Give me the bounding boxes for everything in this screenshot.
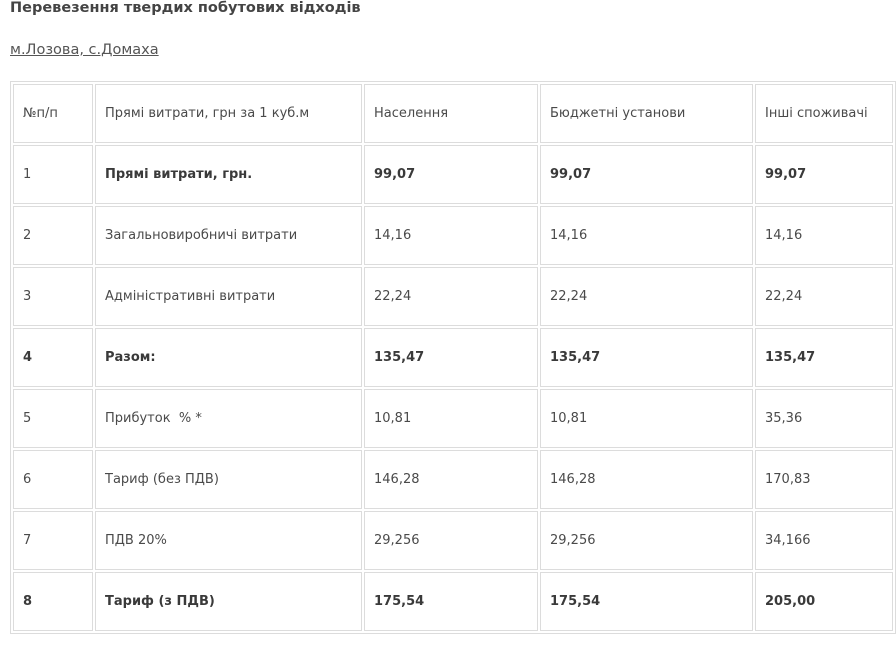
header-other-consumers: Інші споживачі (755, 84, 893, 143)
table-row (13, 145, 893, 204)
row-number: 2 (13, 206, 93, 265)
cell-population: 22,24 (364, 267, 538, 326)
table-row (13, 206, 893, 265)
page-title: Перевезення твердих побутових відходів (10, 0, 361, 16)
cell-population: 175,54 (364, 572, 538, 631)
cell-budget: 14,16 (540, 206, 753, 265)
tariff-table (10, 81, 896, 634)
row-label: Прибуток % * (95, 389, 362, 448)
cell-budget: 99,07 (540, 145, 753, 204)
location-link[interactable]: м.Лозова, с.Домаха (10, 42, 159, 58)
cell-population: 135,47 (364, 328, 538, 387)
row-number: 8 (13, 572, 93, 631)
table-row-total (13, 572, 893, 631)
row-number: 7 (13, 511, 93, 570)
row-label: Тариф (без ПДВ) (95, 450, 362, 509)
cell-other: 135,47 (755, 328, 893, 387)
cell-population: 99,07 (364, 145, 538, 204)
cell-population: 10,81 (364, 389, 538, 448)
row-label: Прямі витрати, грн. (95, 145, 362, 204)
header-population: Населення (364, 84, 538, 143)
cell-budget: 175,54 (540, 572, 753, 631)
header-budget-institutions: Бюджетні установи (540, 84, 753, 143)
cell-population: 29,256 (364, 511, 538, 570)
header-direct-costs: Прямі витрати, грн за 1 куб.м (95, 84, 362, 143)
row-label: Разом: (95, 328, 362, 387)
cell-budget: 146,28 (540, 450, 753, 509)
cell-budget: 22,24 (540, 267, 753, 326)
table-header-row (13, 84, 893, 143)
cell-other: 170,83 (755, 450, 893, 509)
table-row (13, 511, 893, 570)
cell-other: 22,24 (755, 267, 893, 326)
cell-budget: 135,47 (540, 328, 753, 387)
row-label: Тариф (з ПДВ) (95, 572, 362, 631)
header-number: №п/п (13, 84, 93, 143)
cell-other: 14,16 (755, 206, 893, 265)
row-number: 5 (13, 389, 93, 448)
table-row-total (13, 328, 893, 387)
cell-population: 14,16 (364, 206, 538, 265)
cell-budget: 10,81 (540, 389, 753, 448)
table-row (13, 389, 893, 448)
cell-other: 205,00 (755, 572, 893, 631)
table-row (13, 450, 893, 509)
row-label: Адміністративні витрати (95, 267, 362, 326)
cell-other: 35,36 (755, 389, 893, 448)
row-number: 4 (13, 328, 93, 387)
table-row (13, 267, 893, 326)
cell-population: 146,28 (364, 450, 538, 509)
cell-budget: 29,256 (540, 511, 753, 570)
cell-other: 99,07 (755, 145, 893, 204)
cell-other: 34,166 (755, 511, 893, 570)
row-label: Загальновиробничі витрати (95, 206, 362, 265)
row-number: 3 (13, 267, 93, 326)
row-number: 1 (13, 145, 93, 204)
row-number: 6 (13, 450, 93, 509)
row-label: ПДВ 20% (95, 511, 362, 570)
